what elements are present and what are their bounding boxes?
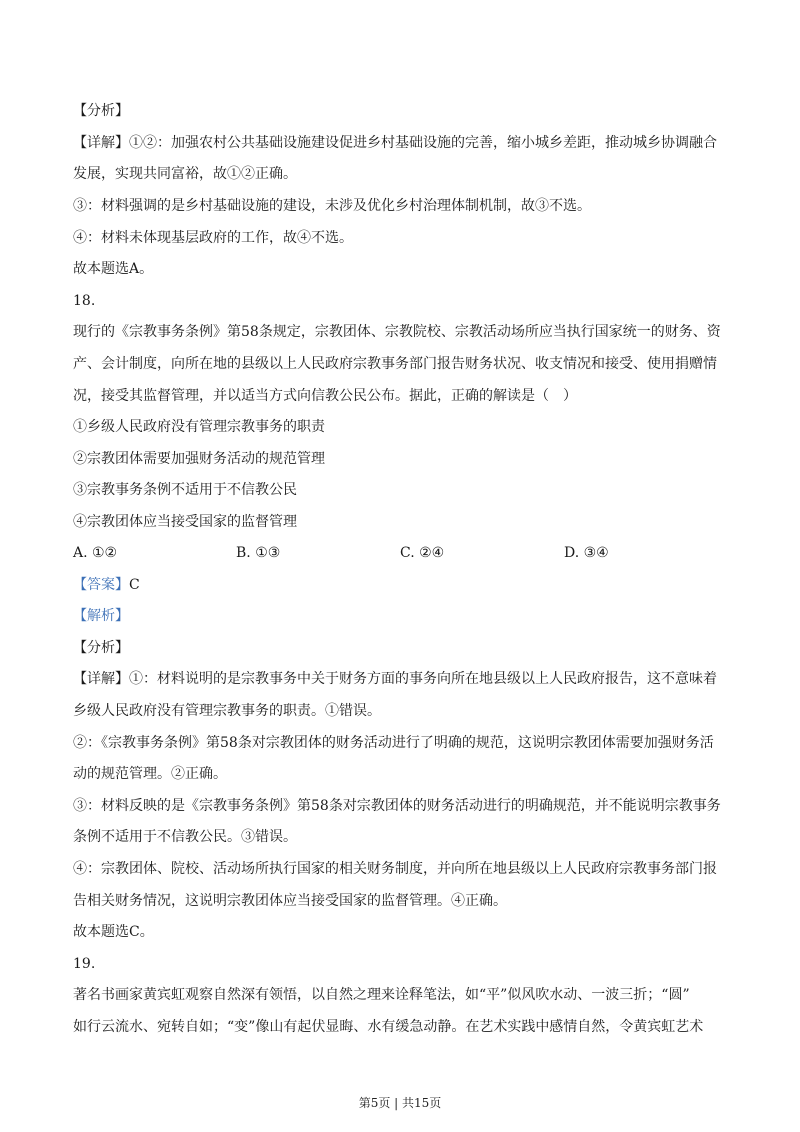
text-line: 动的规范管理。②正确。 — [73, 766, 227, 782]
text-line: 告相关财务情况，这说明宗教团体应当接受国家的监督管理。④正确。 — [73, 893, 507, 909]
text-line: ④：宗教团体、院校、活动场所执行国家的相关财务制度，并向所在地县级以上人民政府宗教事务部门报 — [73, 861, 717, 877]
explanation-heading: 【解析】 — [73, 608, 129, 624]
question-text: 如行云流水、宛转自如；“变”像山有起伏显晦、水有缓急动静。在艺术实践中感情自然，令黄宾虹艺术 — [73, 1019, 704, 1035]
analysis-heading: 【分析】 — [73, 640, 129, 656]
page-footer: 第5页 | 共15页 — [358, 1096, 442, 1110]
text-line: ④：材料未体现基层政府的工作，故④不选。 — [73, 230, 353, 246]
answer-line — [73, 575, 140, 595]
option-c: C. ②④ — [400, 545, 445, 561]
option-a: A. ①② — [73, 545, 118, 561]
answer-value: C — [129, 577, 140, 593]
text-line: 【详解】①②：加强农村公共基础设施建设促进乡村基础设施的完善，缩小城乡差距，推动城乡协调融合 — [73, 135, 717, 151]
text-line: 乡级人民政府没有管理宗教事务的职责。①错误。 — [73, 703, 381, 719]
question-text: 著名书画家黄宾虹观察自然深有领悟，以自然之理来诠释笔法，如“平”似风吹水动、一波三折；“圆” — [73, 987, 690, 1003]
text-line: 故本题选A。 — [73, 261, 154, 277]
answer-label: 【答案】 — [73, 577, 129, 593]
question-text: 况，接受其监督管理，并以适当方式向信教公民公布。据此，正确的解读是（ ） — [73, 388, 577, 404]
question-number: 19. — [73, 956, 96, 972]
option-d: D. ③④ — [564, 545, 609, 561]
question-number: 18. — [73, 293, 96, 309]
statement-3: ③宗教事务条例不适用于不信教公民 — [73, 482, 297, 498]
text-line: ③：材料反映的是《宗教事务条例》第58条对宗教团体的财务活动进行的明确规范，并不能说明宗教事务 — [73, 798, 721, 814]
text-line: ②：《宗教事务条例》第58条对宗教团体的财务活动进行了明确的规范，这说明宗教团体需要加强财务活 — [73, 735, 714, 751]
text-line: 条例不适用于不信教公民。③错误。 — [73, 829, 297, 845]
option-b: B. ①③ — [236, 545, 281, 561]
statement-4: ④宗教团体应当接受国家的监督管理 — [73, 514, 297, 530]
analysis-heading: 【分析】 — [73, 103, 129, 119]
statement-1: ①乡级人民政府没有管理宗教事务的职责 — [73, 419, 325, 435]
text-line: 发展，实现共同富裕，故①②正确。 — [73, 166, 297, 182]
question-text: 产、会计制度，向所在地的县级以上人民政府宗教事务部门报告财务状况、收支情况和接受、使用捐赠情 — [73, 356, 717, 372]
text-line: ③：材料强调的是乡村基础设施的建设，未涉及优化乡村治理体制机制，故③不选。 — [73, 198, 591, 214]
text-line: 【详解】①：材料说明的是宗教事务中关于财务方面的事务向所在地县级以上人民政府报告，这不意味着 — [73, 671, 717, 687]
question-text: 现行的《宗教事务条例》第58条规定，宗教团体、宗教院校、宗教活动场所应当执行国家统一的财务、资 — [73, 324, 721, 340]
statement-2: ②宗教团体需要加强财务活动的规范管理 — [73, 451, 325, 467]
text-line: 故本题选C。 — [73, 924, 154, 940]
